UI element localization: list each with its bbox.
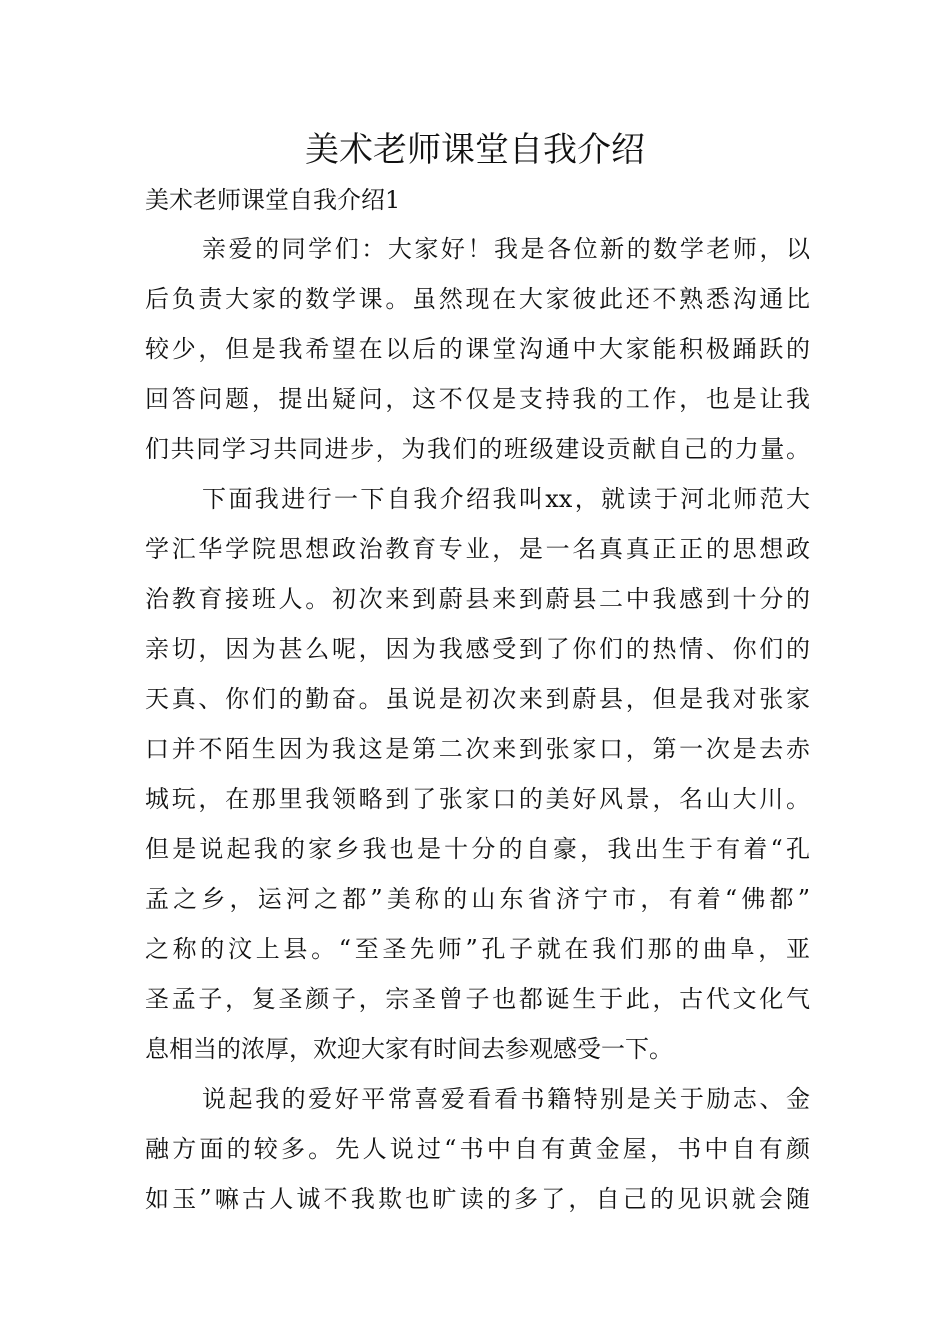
paragraph-2-line-3: 治教育接班人。初次来到蔚县来到蔚县二中我感到十分的 [145,585,810,613]
paragraph-2-line-9: 孟之乡，运河之都”美称的山东省济宁市，有着“佛都” [145,885,810,913]
paragraph-2-line-7: 城玩，在那里我领略到了张家口的美好风景，名山大川。 [145,785,810,813]
paragraph-1-line-4: 回答问题，提出疑问，这不仅是支持我的工作，也是让我 [145,385,810,413]
paragraph-3-line-3: 如玉”嘛古人诚不我欺也旷读的多了，自己的见识就会随 [145,1185,810,1213]
paragraph-2-line-1: 下面我进行一下自我介绍我叫xx，就读于河北师范大 [202,485,810,513]
paragraph-2-line-12: 息相当的浓厚，欢迎大家有时间去参观感受一下。 [145,1035,673,1063]
paragraph-3-line-2: 融方面的较多。先人说过“书中自有黄金屋，书中自有颜 [145,1135,810,1163]
paragraph-1-line-2: 后负责大家的数学课。虽然现在大家彼此还不熟悉沟通比 [145,285,810,313]
paragraph-2-line-2: 学汇华学院思想政治教育专业，是一名真真正正的思想政 [145,535,810,563]
paragraph-2-line-10: 之称的汶上县。“至圣先师”孔子就在我们那的曲阜，亚 [145,935,810,963]
paragraph-2-line-6: 口并不陌生因为我这是第二次来到张家口，第一次是去赤 [145,735,810,763]
paragraph-1-line-1: 亲爱的同学们：大家好！我是各位新的数学老师，以 [202,235,810,263]
paragraph-3-line-1: 说起我的爱好平常喜爱看看书籍特别是关于励志、金 [202,1085,810,1113]
paragraph-2-line-11: 圣孟子，复圣颜子，宗圣曾子也都诞生于此，古代文化气 [145,985,810,1013]
document-title: 美术老师课堂自我介绍 [305,130,645,170]
section-heading: 美术老师课堂自我介绍1 [145,186,401,214]
paragraph-1-line-5: 们共同学习共同进步，为我们的班级建设贡献自己的力量。 [145,435,810,463]
paragraph-2-line-5: 天真、你们的勤奋。虽说是初次来到蔚县，但是我对张家 [145,685,810,713]
paragraph-2-line-4: 亲切，因为甚么呢，因为我感受到了你们的热情、你们的 [145,635,810,663]
paragraph-2-line-8: 但是说起我的家乡我也是十分的自豪，我出生于有着“孔 [145,835,810,863]
paragraph-1-line-3: 较少，但是我希望在以后的课堂沟通中大家能积极踊跃的 [145,335,810,363]
